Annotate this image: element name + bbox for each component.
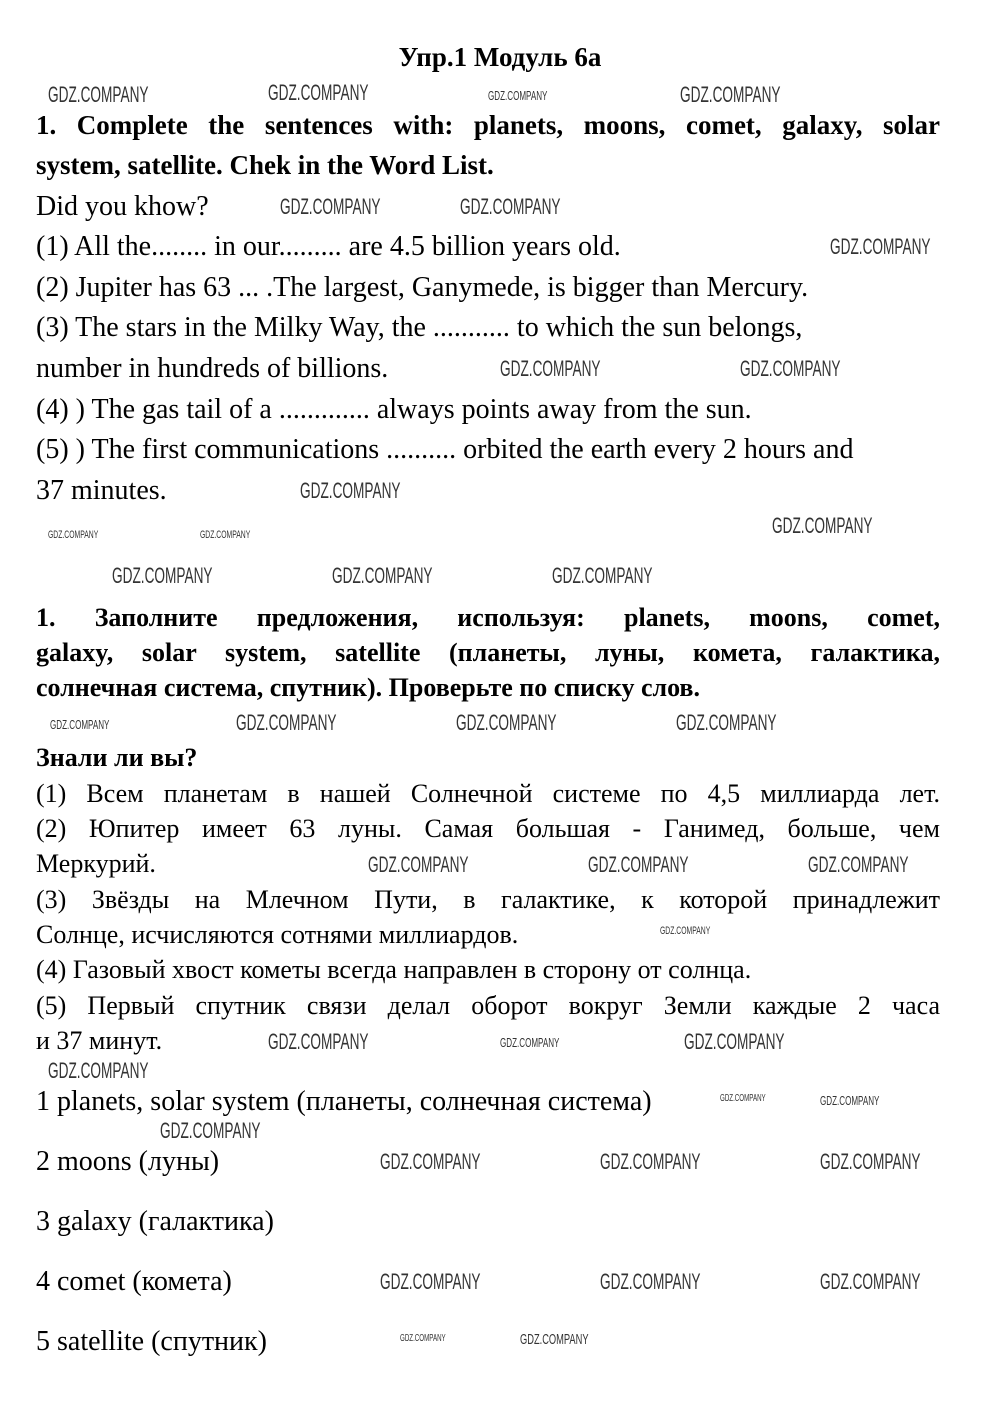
russian-intro: Знали ли вы?	[36, 743, 198, 772]
watermark: GDZ.COMPANY	[380, 1269, 481, 1294]
watermark: GDZ.COMPANY	[48, 1058, 149, 1083]
watermark: GDZ.COMPANY	[680, 82, 781, 107]
sentence-line: (4) Газовый хвост кометы всегда направлен в сторону от солнца.	[36, 955, 752, 984]
watermark: GDZ.COMPANY	[772, 513, 873, 538]
watermark: GDZ.COMPANY	[280, 194, 381, 219]
sentence-line: Солнце, исчисляются сотнями миллиардов.	[36, 920, 519, 949]
watermark: GDZ.COMPANY	[676, 710, 777, 735]
sentence-line: (2) Jupiter has 63 ... .The largest, Ganymede, is bigger than Mercury.	[36, 272, 809, 303]
answer-item: 4 comet (комета)	[36, 1266, 232, 1297]
watermark: GDZ.COMPANY	[600, 1269, 701, 1294]
watermark: GDZ.COMPANY	[500, 356, 601, 381]
task-line: 1. Заполните предложения, используя: planets, moons, comet,	[36, 603, 940, 632]
task-line: 1. Complete the sentences with: planets, moons, comet, galaxy, solar	[36, 110, 940, 140]
watermark: GDZ.COMPANY	[552, 563, 653, 588]
watermark: GDZ.COMPANY	[820, 1149, 921, 1174]
watermark: GDZ.COMPANY	[380, 1149, 481, 1174]
watermark: GDZ.COMPANY	[48, 529, 99, 541]
watermark: GDZ.COMPANY	[268, 1029, 369, 1054]
watermark: GDZ.COMPANY	[740, 356, 841, 381]
sentence-line: 37 minutes.	[36, 475, 167, 506]
sentence-line: (1) All the........ in our......... are 4.5 billion years old.	[36, 231, 621, 262]
task-line: galaxy, solar system, satellite (планеты, луны, комета, галактика,	[36, 638, 940, 667]
english-intro: Did you khow?	[36, 191, 209, 222]
task-line: system, satellite. Chek in the Word List.	[36, 150, 494, 180]
watermark: GDZ.COMPANY	[300, 478, 401, 503]
watermark: GDZ.COMPANY	[268, 80, 369, 105]
watermark: GDZ.COMPANY	[236, 710, 337, 735]
watermark: GDZ.COMPANY	[50, 717, 110, 732]
watermark: GDZ.COMPANY	[600, 1149, 701, 1174]
watermark: GDZ.COMPANY	[488, 88, 548, 103]
watermark: GDZ.COMPANY	[720, 1093, 766, 1104]
sentence-line: (5) Первый спутник связи делал оборот вокруг Земли каждые 2 часа	[36, 991, 940, 1020]
watermark: GDZ.COMPANY	[820, 1093, 880, 1108]
answer-item: 2 moons (луны)	[36, 1146, 220, 1177]
watermark: GDZ.COMPANY	[48, 82, 149, 107]
watermark: GDZ.COMPANY	[830, 234, 931, 259]
watermark: GDZ.COMPANY	[456, 710, 557, 735]
sentence-line: number in hundreds of billions.	[36, 353, 389, 384]
watermark: GDZ.COMPANY	[808, 852, 909, 877]
watermark: GDZ.COMPANY	[500, 1035, 560, 1050]
watermark: GDZ.COMPANY	[820, 1269, 921, 1294]
watermark: GDZ.COMPANY	[200, 529, 251, 541]
watermark: GDZ.COMPANY	[332, 563, 433, 588]
task-line: солнечная система, спутник). Проверьте по списку слов.	[36, 673, 700, 702]
sentence-line: (5) ) The first communications .......... orbited the earth every 2 hours and	[36, 434, 854, 465]
watermark: GDZ.COMPANY	[160, 1118, 261, 1143]
answer-item: 3 galaxy (галактика)	[36, 1206, 274, 1237]
answer-item: 5 satellite (спутник)	[36, 1326, 267, 1357]
watermark: GDZ.COMPANY	[368, 852, 469, 877]
watermark: GDZ.COMPANY	[460, 194, 561, 219]
answer-item: 1 planets, solar system (планеты, солнечная система)	[36, 1086, 652, 1117]
watermark: GDZ.COMPANY	[112, 563, 213, 588]
sentence-line: (1) Всем планетам в нашей Солнечной системе по 4,5 миллиарда лет.	[36, 779, 940, 808]
watermark: GDZ.COMPANY	[588, 852, 689, 877]
sentence-line: (4) ) The gas tail of a ............. always points away from the sun.	[36, 394, 752, 425]
page-title: Упр.1 Модуль 6а	[398, 42, 602, 72]
sentence-line: Меркурий.	[36, 849, 156, 878]
sentence-line: (3) Звёзды на Млечном Пути, в галактике, к которой принадлежит	[36, 885, 940, 914]
watermark: GDZ.COMPANY	[684, 1029, 785, 1054]
watermark: GDZ.COMPANY	[520, 1331, 589, 1348]
watermark: GDZ.COMPANY	[400, 1333, 446, 1344]
sentence-line: (2) Юпитер имеет 63 луны. Самая большая - Ганимед, больше, чем	[36, 814, 940, 843]
sentence-line: и 37 минут.	[36, 1026, 163, 1055]
sentence-line: (3) The stars in the Milky Way, the ........... to which the sun belongs,	[36, 312, 803, 343]
watermark: GDZ.COMPANY	[660, 925, 711, 937]
